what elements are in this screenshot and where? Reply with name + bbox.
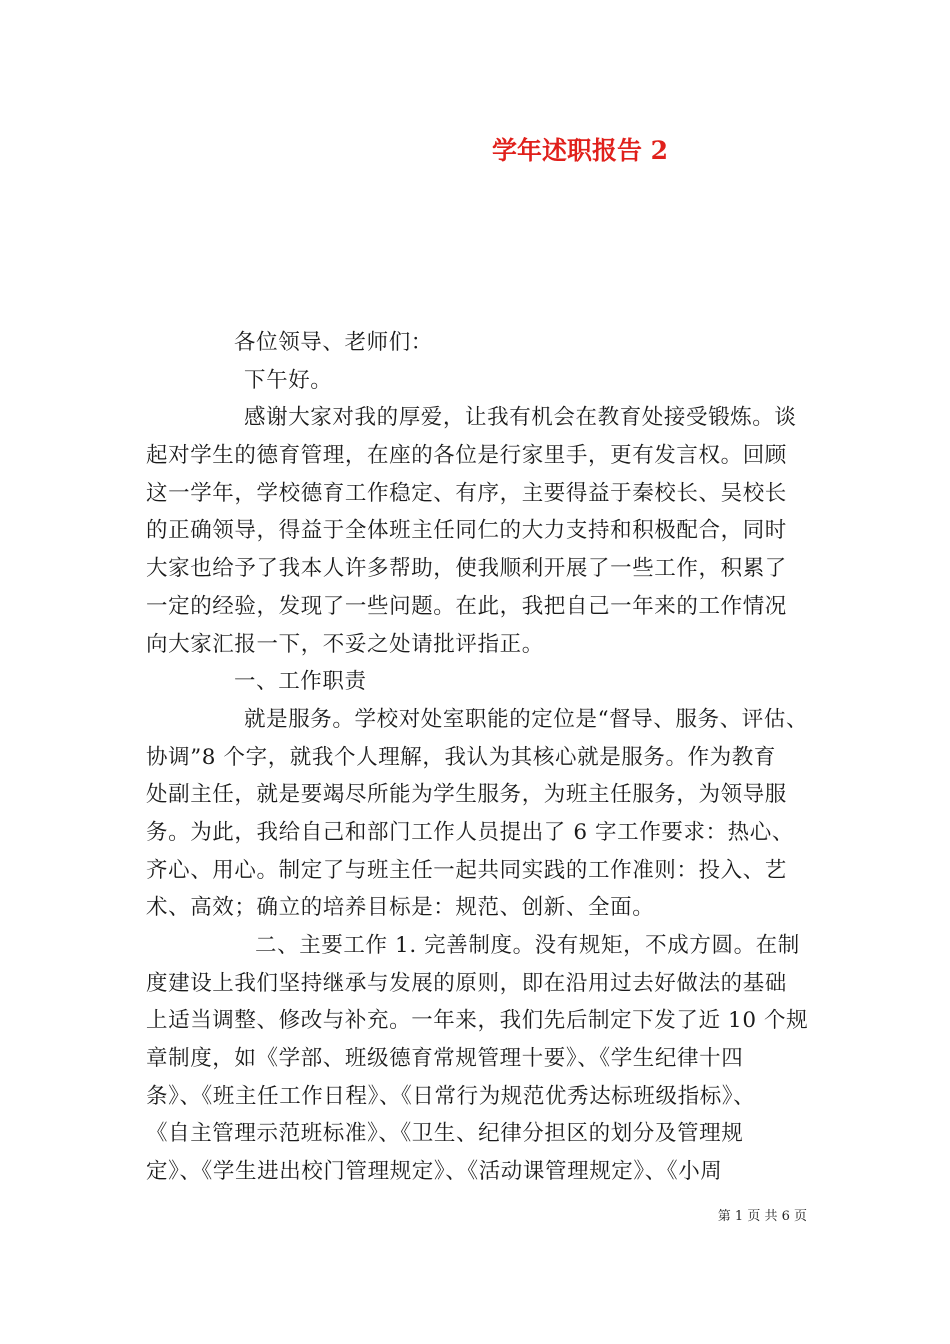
paragraph-line: 一定的经验，发现了一些问题。在此，我把自己一年来的工作情况: [146, 593, 787, 619]
section-heading: 一、工作职责: [234, 669, 367, 695]
paragraph-line: 章制度，如《学部、班级德育常规管理十要》、《学生纪律十四: [146, 1046, 744, 1072]
document-title: 学年述职报告 2: [491, 136, 669, 165]
paragraph-line: 上适当调整、修改与补充。一年来，我们先后制定下发了近 10 个规: [146, 1008, 809, 1034]
paragraph-line: 务。为此，我给自己和部门工作人员提出了 6 字工作要求：热心、: [146, 819, 794, 845]
section-heading: 二、主要工作 1. 完善制度。没有规矩，不成方圆。在制: [255, 933, 800, 958]
paragraph-line: 向大家汇报一下，不妥之处请批评指正。: [146, 631, 544, 657]
paragraph-line: 术、高效；确立的培养目标是：规范、创新、全面。: [146, 895, 655, 921]
paragraph-line: 《自主管理示范班标准》、《卫生、纪律分担区的划分及管理规: [146, 1121, 744, 1147]
paragraph-line: 这一学年，学校德育工作稳定、有序，主要得益于秦校长、吴校长: [146, 480, 787, 506]
document-body: [146, 324, 811, 1191]
paragraph-line: 大家也给予了我本人许多帮助，使我顺利开展了一些工作，积累了: [146, 556, 787, 582]
paragraph-line: 协调”8 个字，就我个人理解，我认为其核心就是服务。作为教育: [146, 744, 777, 770]
paragraph-line: 齐心、用心。制定了与班主任一起共同实践的工作准则：投入、艺: [146, 857, 787, 883]
paragraph-line: 感谢大家对我的厚爱，让我有机会在教育处接受锻炼。谈: [244, 405, 797, 431]
paragraph-line: 就是服务。学校对处室职能的定位是“督导、服务、评估、: [244, 706, 809, 732]
paragraph-line: 定》、《学生进出校门管理规定》、《活动课管理规定》、《小周: [146, 1159, 723, 1185]
greeting-line: 下午好。: [244, 367, 333, 393]
salutation-line: 各位领导、老师们：: [234, 330, 433, 355]
paragraph-line: 条》、《班主任工作日程》、《日常行为规范优秀达标班级指标》、: [146, 1083, 756, 1109]
paragraph-line: 起对学生的德育管理，在座的各位是行家里手，更有发言权。回顾: [146, 443, 787, 469]
paragraph-line: 的正确领导，得益于全体班主任同仁的大力支持和积极配合，同时: [146, 518, 787, 544]
page-number: 第 1 页 共 6 页: [717, 1209, 807, 1224]
paragraph-line: 处副主任，就是要竭尽所能为学生服务，为班主任服务，为领导服: [146, 782, 787, 808]
paragraph-line: 度建设上我们坚持继承与发展的原则，即在沿用过去好做法的基础: [146, 970, 787, 996]
